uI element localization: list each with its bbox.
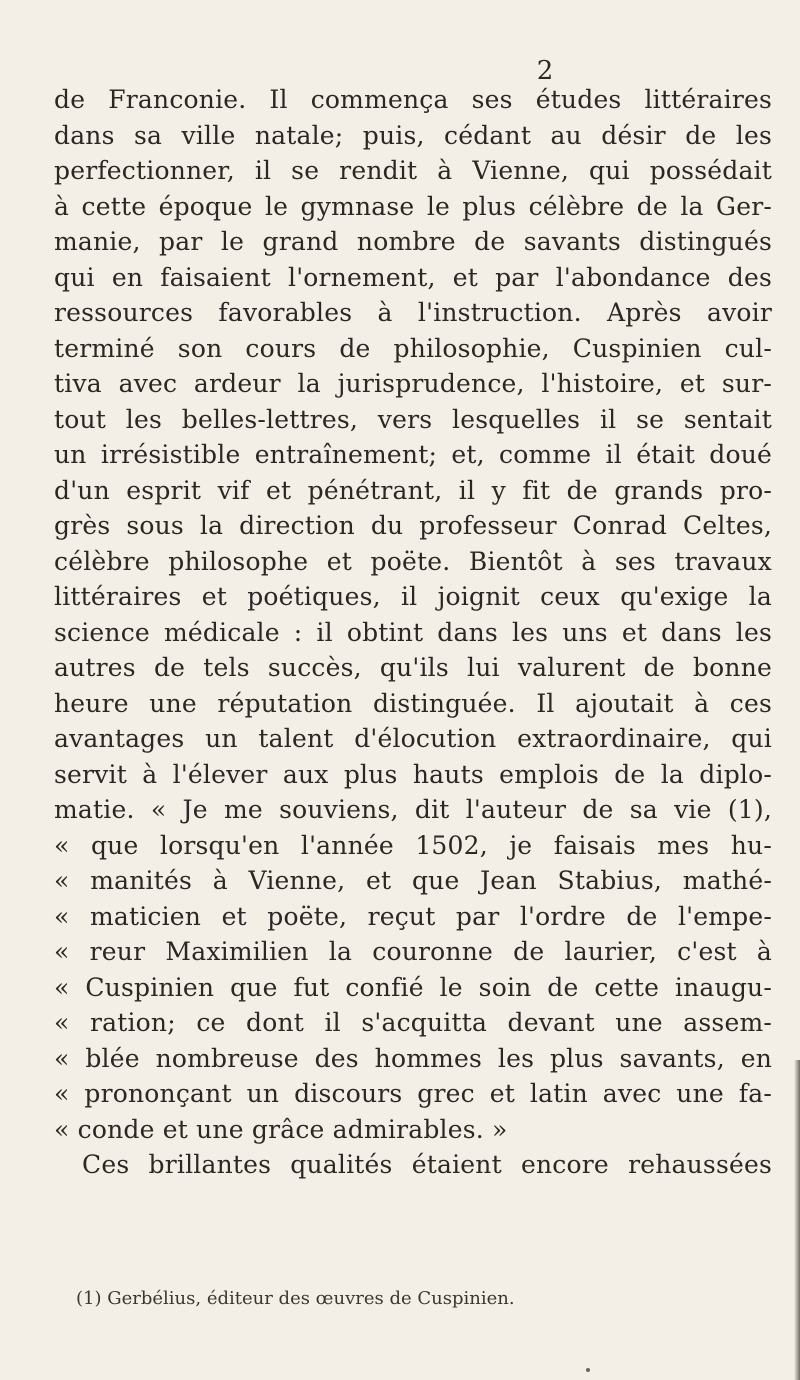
text-line: terminé son cours de philosophie, Cuspinien cul- <box>54 333 772 363</box>
text-line: manie, par le grand nombre de savants distingués <box>54 227 772 256</box>
page-number <box>0 58 800 84</box>
quote-line: « maticien et poëte, reçut par l'ordre de l'empe- <box>54 901 772 931</box>
text-line: littéraires et poétiques, il joignit ceux qu'exige la <box>54 582 772 611</box>
text-line: ressources favorables à l'instruction. Après avoir <box>54 298 772 327</box>
text-line: à cette époque le gymnase le plus célèbre de la Ger- <box>54 191 772 221</box>
text-line: servit à l'élever aux plus hauts emplois de la diplo- <box>54 759 772 789</box>
page-number-value: 2 <box>536 56 554 86</box>
text-line: avantages un talent d'élocution extraordinaire, qui <box>54 724 772 753</box>
text-line: grès sous la direction du professeur Conrad Celtes, <box>54 511 772 540</box>
text-line: de Franconie. Il commença ses études littéraires <box>54 85 772 114</box>
quote-line: « blée nombreuse des hommes les plus savants, en <box>54 1043 772 1073</box>
text-line: matie. « Je me souviens, dit l'auteur de sa vie (1), <box>54 795 772 824</box>
text-line: perfectionner, il se rendit à Vienne, qui possédait <box>54 156 772 185</box>
quote-line: « conde et une grâce admirables. » <box>54 1114 508 1144</box>
body-text <box>54 82 772 1183</box>
quote-line: « Cuspinien que fut confié le soin de cette inaugu- <box>54 972 772 1002</box>
footnote: (1) Gerbélius, éditeur des œuvres de Cuspinien. <box>76 1288 515 1309</box>
text-line: célèbre philosophe et poëte. Bientôt à ses travaux <box>54 546 772 576</box>
quote-line: « prononçant un discours grec et latin avec une fa- <box>54 1079 772 1108</box>
quote-line: « ration; ce dont il s'acquitta devant une assem- <box>54 1008 772 1037</box>
text-line: heure une réputation distinguée. Il ajoutait à ces <box>54 688 772 718</box>
text-line: qui en faisaient l'ornement, et par l'abondance des <box>54 262 772 292</box>
scan-edge-shadow <box>794 1060 800 1380</box>
text-line: tout les belles-lettres, vers lesquelles il se sentait <box>54 404 772 434</box>
text-line: science médicale : il obtint dans les uns et dans les <box>54 617 772 647</box>
text-line: un irrésistible entraînement; et, comme il était doué <box>54 440 772 469</box>
quote-line: « reur Maximilien la couronne de laurier, c'est à <box>54 937 772 966</box>
text-line: Ces brillantes qualités étaient encore rehaussées <box>82 1150 772 1179</box>
text-line: d'un esprit vif et pénétrant, il y fit de grands pro- <box>54 475 772 505</box>
quote-line: « manités à Vienne, et que Jean Stabius, mathé- <box>54 866 772 895</box>
ink-speck <box>586 1368 590 1372</box>
text-line: dans sa ville natale; puis, cédant au désir de les <box>54 120 772 150</box>
text-line: autres de tels succès, qu'ils lui valurent de bonne <box>54 653 772 682</box>
quote-line: « que lorsqu'en l'année 1502, je faisais mes hu- <box>54 830 772 860</box>
text-line: tiva avec ardeur la jurisprudence, l'histoire, et sur- <box>54 369 772 398</box>
